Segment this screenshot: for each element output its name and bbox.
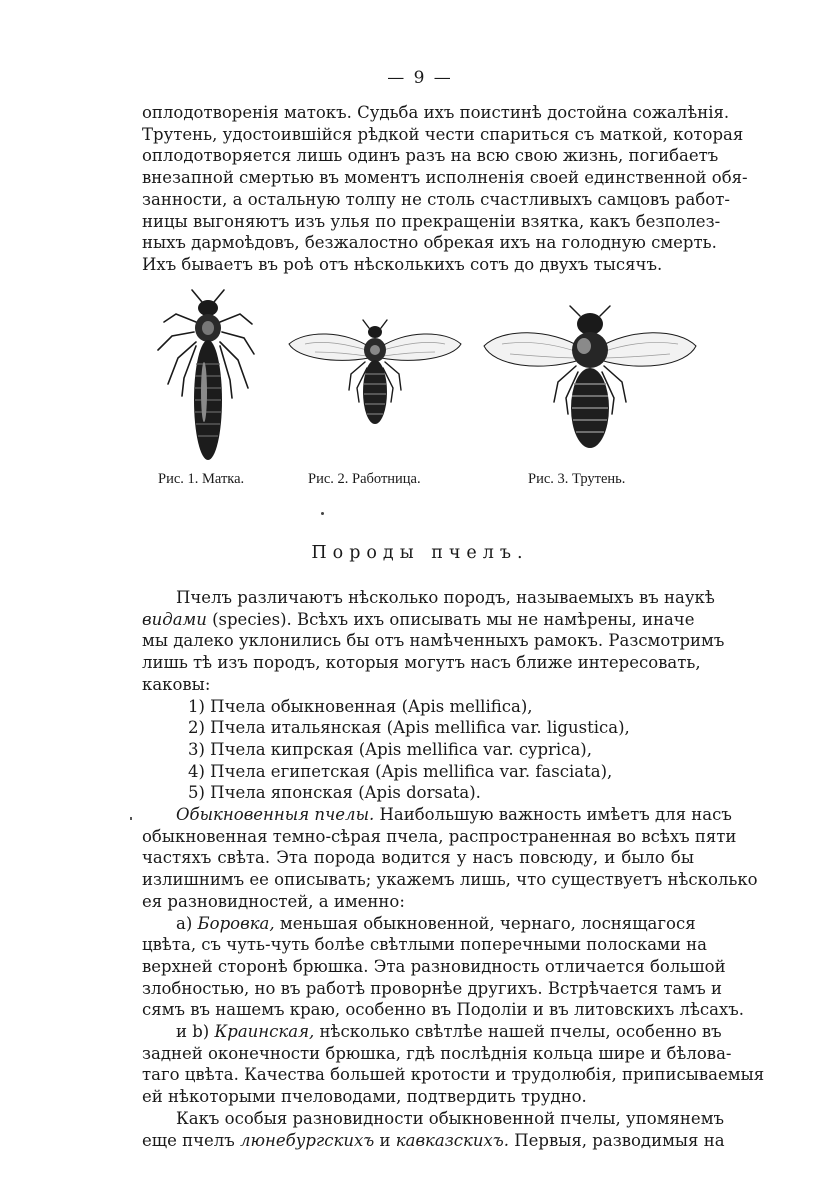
ink-speck: [321, 512, 324, 515]
main-text: [142, 587, 765, 1151]
queen-bee-illustration: [148, 288, 268, 468]
text-line: Обыкновенныя пчелы. Наибольшую важность имѣетъ для насъ: [176, 805, 732, 825]
breed-list-item: 3) Пчела кипрская (Apis mellifica var. cyprica),: [188, 739, 592, 759]
text-line: таго цвѣта. Качества большей кротости и трудолюбія, приписываемыя: [142, 1065, 765, 1085]
italic-term: Краинская,: [214, 1022, 315, 1042]
bee-figures: [140, 282, 700, 494]
text-line: внезапной смертью въ моментъ исполненія своей единственной обя-: [142, 168, 748, 188]
breed-list-item: 4) Пчела египетская (Apis mellifica var. fasciata),: [188, 761, 613, 781]
text-line: оплодотворяется лишь одинъ разъ на всю свою жизнь, погибаетъ: [142, 146, 719, 166]
text-line: ныхъ дармоѣдовъ, безжалостно обрекая ихъ на голодную смерть.: [142, 233, 717, 253]
italic-term: Боровка,: [197, 913, 275, 933]
text-line: и b) Краинская, нѣсколько свѣтлѣе нашей пчелы, особенно въ: [176, 1022, 722, 1042]
text-line: мы далеко уклонились бы отъ намѣченныхъ рамокъ. Разсмотримъ: [142, 631, 725, 651]
figure-caption-queen: Рис. 1. Матка.: [158, 471, 245, 487]
figure-caption-worker: Рис. 2. Работница.: [308, 471, 421, 487]
breed-list-item: 1) Пчела обыкновенная (Apis mellifica),: [188, 696, 533, 716]
italic-term: люнебургскихъ: [240, 1130, 375, 1150]
text-line: лишь тѣ изъ породъ, которыя могутъ насъ ближе интересовать,: [142, 653, 701, 673]
text-line: излишнимъ ее описывать; укажемъ лишь, что существуетъ нѣсколько: [142, 870, 758, 890]
text-line: занности, а остальную толпу не столь счастливыхъ самцовъ работ-: [142, 189, 730, 209]
breed-list-item: 5) Пчела японская (Apis dorsata).: [188, 783, 481, 803]
italic-term: Обыкновенныя пчелы.: [176, 805, 375, 825]
text-line: сямъ въ нашемъ краю, особенно въ Подоліи и въ литовскихъ лѣсахъ.: [142, 1000, 745, 1020]
section-heading: Породы пчелъ.: [311, 543, 529, 563]
text-line: обыкновенная темно-сѣрая пчела, распространенная во всѣхъ пяти: [142, 826, 737, 846]
text-line: злобностью, но въ работѣ проворнѣе другихъ. Встрѣчается тамъ и: [142, 978, 722, 998]
text-line: цвѣта, съ чуть-чуть болѣе свѣтлыми поперечными полосками на: [142, 935, 707, 955]
figure-caption-drone: Рис. 3. Трутень.: [528, 471, 626, 487]
text-line: ей нѣкоторыми пчеловодами, подтвердить трудно.: [142, 1087, 587, 1107]
text-line: задней оконечности брюшка, гдѣ послѣднія кольца шире и бѣлова-: [142, 1043, 732, 1063]
page-number: — 9 —: [387, 68, 453, 88]
drone-bee-illustration: [480, 302, 700, 452]
worker-bee-illustration: [285, 318, 465, 430]
text-line: Трутень, удостоившійся рѣдкой чести спариться съ маткой, которая: [142, 124, 744, 144]
text-line: каковы:: [142, 674, 211, 694]
text-line: верхней сторонѣ брюшка. Эта разновидность отличается большой: [142, 956, 726, 976]
text-line: частяхъ свѣта. Эта порода водится у насъ повсюду, и было бы: [142, 848, 694, 868]
text-line: Какъ особыя разновидности обыкновенной пчелы, упомянемъ: [176, 1108, 725, 1128]
breed-list-item: 2) Пчела итальянская (Apis mellifica var. ligustica),: [188, 718, 630, 738]
text-line: еще пчелъ люнебургскихъ и кавказскихъ. Первыя, разводимыя на: [142, 1130, 725, 1150]
margin-mark: [130, 817, 132, 820]
italic-term: видами: [142, 609, 207, 629]
intro-paragraph: [142, 102, 748, 276]
italic-term: кавказскихъ.: [395, 1130, 510, 1150]
text-line: видами (species). Всѣхъ ихъ описывать мы не намѣрены, иначе: [142, 609, 695, 629]
text-line: а) Боровка, меньшая обыкновенной, чернаго, лоснящагося: [176, 913, 696, 933]
text-line: ницы выгоняютъ изъ улья по прекращеніи взятка, какъ безполез-: [142, 211, 721, 231]
text-line: Пчелъ различаютъ нѣсколько породъ, называемыхъ въ наукѣ: [176, 588, 715, 607]
text-line: оплодотворенія матокъ. Судьба ихъ поистинѣ достойна сожалѣнія.: [142, 103, 730, 122]
text-line: ея разновидностей, а именно:: [142, 891, 405, 911]
text-line: Ихъ бываетъ въ роѣ отъ нѣсколькихъ сотъ до двухъ тысячъ.: [142, 254, 663, 274]
